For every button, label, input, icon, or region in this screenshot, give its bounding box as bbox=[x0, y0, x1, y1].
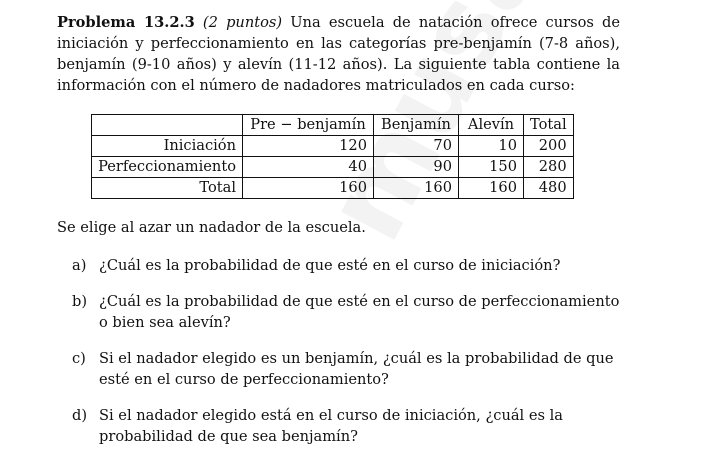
question-text: Si el nadador elegido está en el curso de iniciación, ¿cuál es la probabilidad de que sea benjamín? bbox=[99, 407, 563, 445]
table-cell: 120 bbox=[243, 136, 374, 157]
row-label: Perfeccionamiento bbox=[92, 157, 243, 178]
table-cell: 160 bbox=[459, 178, 524, 199]
table-header-row bbox=[92, 115, 574, 136]
question-letter: d) bbox=[72, 407, 88, 424]
table-row bbox=[92, 157, 574, 178]
question-item bbox=[72, 405, 627, 447]
table-cell: 150 bbox=[459, 157, 524, 178]
enrollment-table bbox=[91, 114, 574, 199]
table-corner-cell bbox=[92, 115, 243, 136]
table-cell: 70 bbox=[374, 136, 459, 157]
table-cell: 200 bbox=[524, 136, 574, 157]
problem-text: Una escuela de natación ofrece cursos de iniciación y perfeccionamiento en las categorías pre-benjamín (7-8 años), benjamín (9-10 años) y alevín (11-12 años). La siguiente tabla contiene la información con el número de nadadores matriculados en cada curso: bbox=[57, 14, 621, 94]
problem-statement bbox=[57, 12, 620, 96]
table-header: Pre − benjamín bbox=[243, 115, 374, 136]
problem-points: (2 puntos) bbox=[202, 14, 283, 31]
table-cell: 480 bbox=[524, 178, 574, 199]
question-letter: c) bbox=[72, 350, 86, 367]
question-list bbox=[72, 255, 627, 462]
table-cell: 160 bbox=[374, 178, 459, 199]
question-letter: a) bbox=[72, 257, 87, 274]
question-letter: b) bbox=[72, 293, 88, 310]
question-item bbox=[72, 348, 627, 390]
problem-title: Problema 13.2.3 bbox=[57, 14, 195, 31]
table-cell: 10 bbox=[459, 136, 524, 157]
row-label: Total bbox=[92, 178, 243, 199]
question-item bbox=[72, 291, 627, 333]
question-text: ¿Cuál es la probabilidad de que esté en el curso de perfeccionamiento o bien sea alevín? bbox=[99, 293, 620, 331]
table-row bbox=[92, 178, 574, 199]
table-header: Benjamín bbox=[374, 115, 459, 136]
table-cell: 160 bbox=[243, 178, 374, 199]
table-cell: 40 bbox=[243, 157, 374, 178]
selection-prompt: Se elige al azar un nadador de la escuela. bbox=[57, 219, 366, 236]
table-header: Total bbox=[524, 115, 574, 136]
question-text: ¿Cuál es la probabilidad de que esté en el curso de iniciación? bbox=[99, 257, 561, 274]
row-label: Iniciación bbox=[92, 136, 243, 157]
question-text: Si el nadador elegido es un benjamín, ¿cuál es la probabilidad de que esté en el curso de perfeccionamiento? bbox=[99, 350, 614, 388]
question-item bbox=[72, 255, 627, 276]
table-cell: 90 bbox=[374, 157, 459, 178]
table-header: Alevín bbox=[459, 115, 524, 136]
table-cell: 280 bbox=[524, 157, 574, 178]
table-row bbox=[92, 136, 574, 157]
